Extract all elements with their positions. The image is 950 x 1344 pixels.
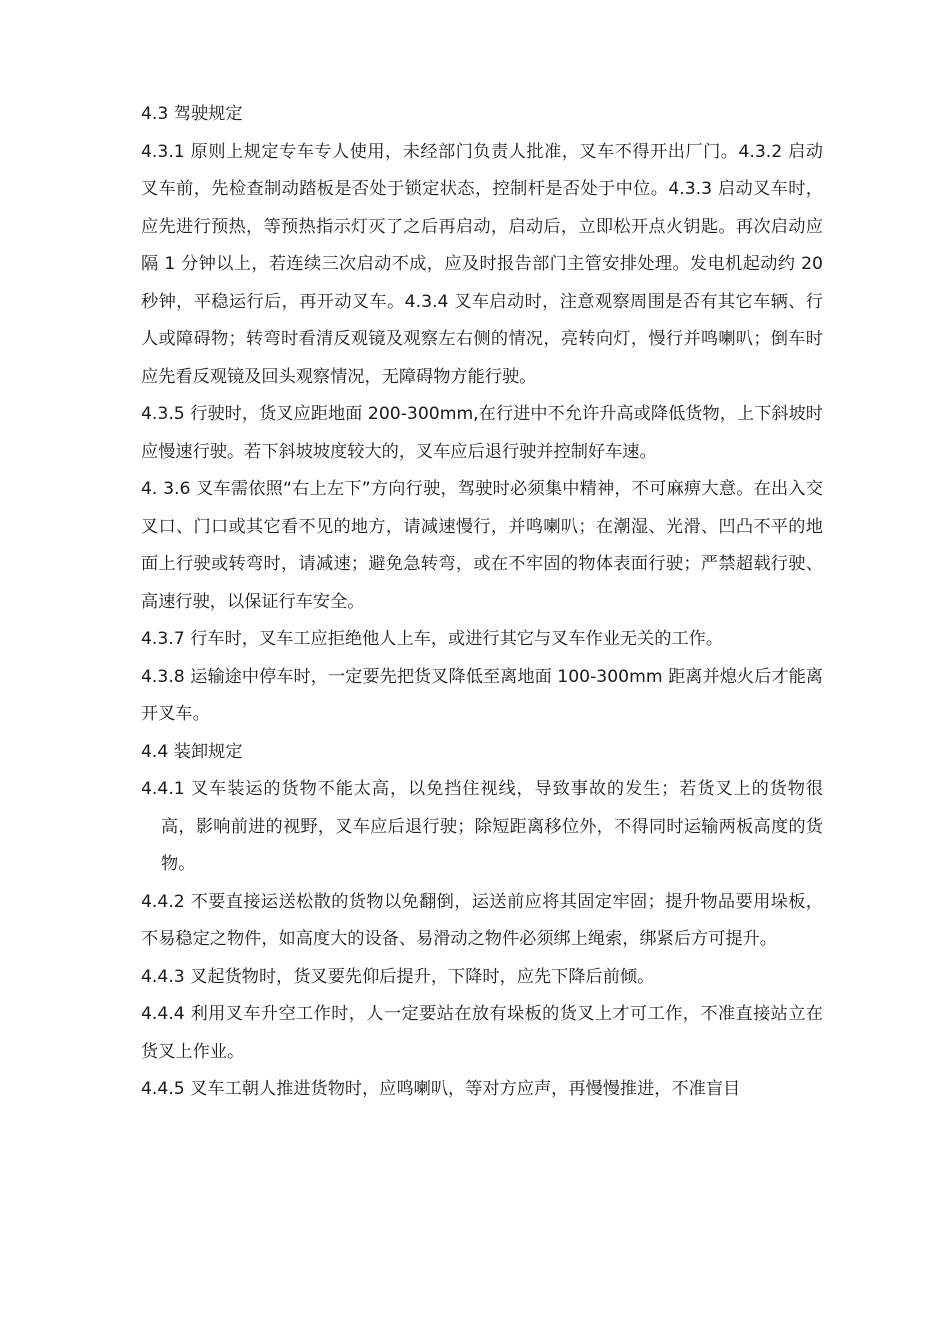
paragraph-4-3-1-to-4-3-4: 4.3.1 原则上规定专车专人使用，未经部门负责人批准，叉车不得开出厂门。4.3.2 启动叉车前，先检查制动踏板是否处于锁定状态，控制杆是否处于中位。4.3.3 启动叉车时，应先进行预热，等预热指示灯灭了之后再启动，启动后，立即松开点火钥匙。再次启动应隔 1 分钟以上，若连续三次启动不成，应及时报告部门主管安排处理。发电机起动约 20 秒钟，平稳运行后，再开动叉车。4.3.4 叉车启动时，注意观察周围是否有其它车辆、行人或障碍物；转弯时看清反观镜及观察左右侧的情况，亮转向灯，慢行并鸣喇叭；倒车时应先看反观镜及回头观察情况，无障碍物方能行驶。: [141, 141, 823, 387]
paragraph-4-4-1: 4.4.1 叉车装运的货物不能太高，以免挡住视线，导致事故的发生；若货叉上的货物很高，影响前进的视野，叉车应后退行驶；除短距离移位外，不得同时运输两板高度的货物。: [141, 779, 823, 874]
paragraph-4-3-6: 4. 3.6 叉车需依照“右上左下”方向行驶，驾驶时必须集中精神，不可麻痹大意。在出入交叉口、门口或其它看不见的地方，请减速慢行，并鸣喇叭；在潮湿、光滑、凹凸不平的地面上行驶或转弯时，请减速；避免急转弯，或在不牢固的物体表面行驶；严禁超载行驶、高速行驶，以保证行车安全。: [141, 479, 823, 612]
paragraph-4-3-7: 4.3.7 行车时，叉车工应拒绝他人上车，或进行其它与叉车作业无关的工作。: [141, 629, 724, 649]
paragraph-4-3-8: 4.3.8 运输途中停车时，一定要先把货叉降低至离地面 100-300mm 距离并熄火后才能离开叉车。: [141, 666, 823, 724]
paragraph-4-4-5: 4.4.5 叉车工朝人推进货物时，应鸣喇叭，等对方应声，再慢慢推进，不准盲目: [141, 1079, 741, 1099]
section-heading-4-3: 4.3 驾驶规定: [141, 104, 243, 124]
paragraph-4-3-5: 4.3.5 行驶时，货叉应距地面 200-300mm,在行进中不允许升高或降低货物，上下斜坡时应慢速行驶。若下斜坡坡度较大的，叉车应后退行驶并控制好车速。: [141, 404, 823, 462]
section-heading-4-4: 4.4 装卸规定: [141, 741, 243, 762]
paragraph-4-4-4: 4.4.4 利用叉车升空工作时，人一定要站在放有垛板的货叉上才可工作，不准直接站立在货叉上作业。: [141, 1004, 823, 1062]
paragraph-4-4-2: 4.4.2 不要直接运送松散的货物以免翻倒，运送前应将其固定牢固；提升物品要用垛板，不易稳定之物件，如高度大的设备、易滑动之物件必须绑上绳索，绑紧后方可提升。: [141, 891, 823, 949]
document-body: [141, 96, 823, 1109]
paragraph-4-4-3: 4.4.3 叉起货物时，货叉要先仰后提升，下降时，应先下降后前倾。: [141, 966, 655, 987]
